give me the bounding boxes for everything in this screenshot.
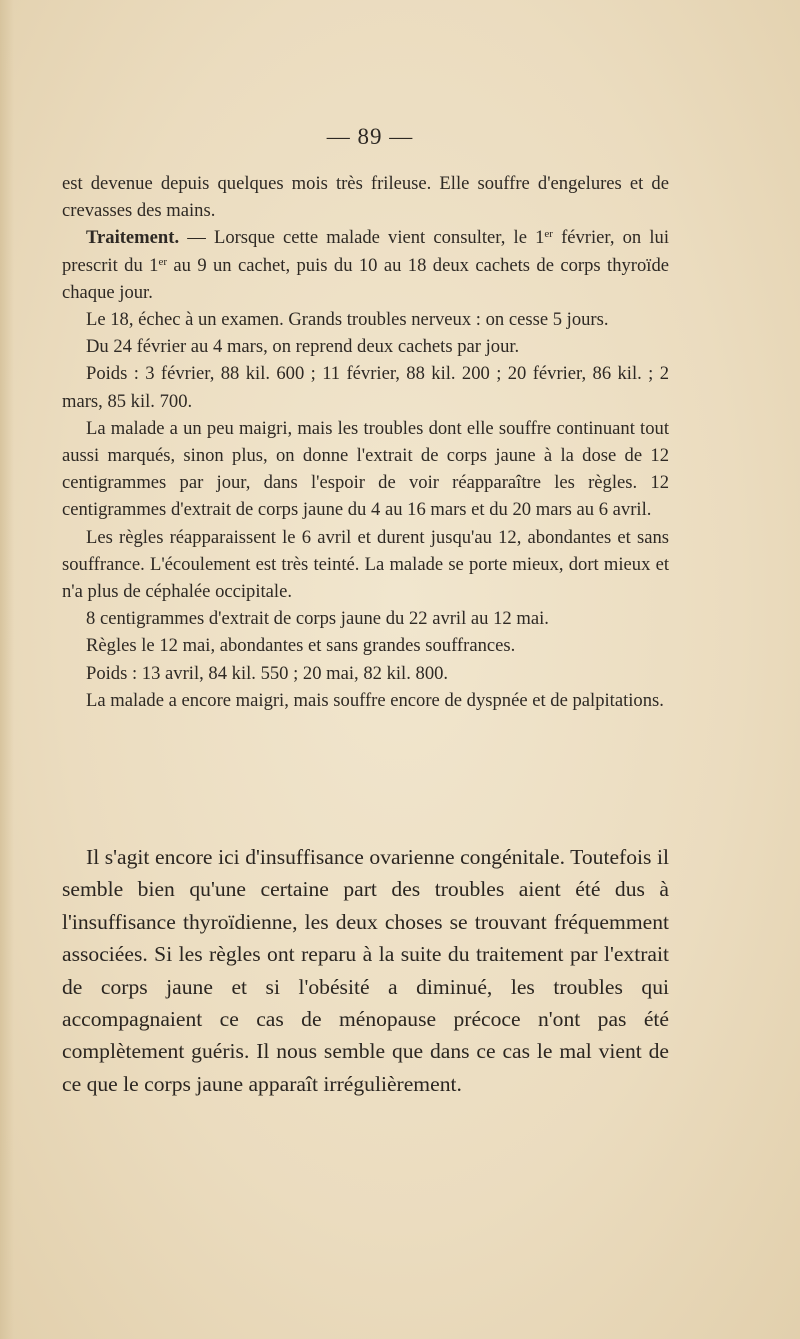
treatment-heading: Traitement. (86, 227, 180, 249)
superscript-er: er (158, 255, 167, 268)
treatment-text-end: au 9 un cachet, puis du 10 au 18 deux cachets de corps thyroïde chaque jour. (62, 254, 669, 303)
paragraph-conclusion: Il s'agit encore ici d'insuffisance ovarienne congénitale. Toutefois il semble bien qu'une certaine part des troubles aient été dus à l'insuffisance thyroïdienne, les deux choses se trouvant fréquemment associées. Si les règles ont reparu à la suite du traitement par l'extrait de corps jaune et si l'obésité a diminué, les troubles qui accompagnaient ce cas de ménopause précoce n'ont pas été complètement guéris. Il nous semble que dans ce cas le mal vient de ce que le corps jaune apparaît irrégulièrement. (62, 845, 669, 1096)
paragraph-weights-2: Poids : 13 avril, 84 kil. 550 ; 20 mai, 82 kil. 800. (86, 662, 449, 684)
paragraph-corps-jaune: La malade a un peu maigri, mais les troubles dont elle souffre continuant tout aussi marqués, sinon plus, on donne l'extrait de corps jaune à la dose de 12 centigrammes par jour, dans l'espoir de voir réapparaître les règles. 12 centigrammes d'extrait de corps jaune du 4 au 16 mars et du 20 mars au 6 avril. (62, 417, 669, 521)
paragraph-resume: Du 24 février au 4 mars, on reprend deux cachets par jour. (86, 336, 520, 358)
paragraph-exam: Le 18, échec à un examen. Grands troubles nerveux : on cesse 5 jours. (86, 309, 609, 331)
paragraph-dose: 8 centigrammes d'extrait de corps jaune du 22 avril au 12 mai. (86, 608, 549, 630)
paragraph-continuation: est devenue depuis quelques mois très frileuse. Elle souffre d'engelures et de crevasses des mains. (62, 173, 669, 222)
case-report-text (62, 170, 669, 714)
treatment-text-mid: février, on lui prescrit du 1 (62, 227, 669, 276)
paragraph-weights-1: Poids : 3 février, 88 kil. 600 ; 11 février, 88 kil. 200 ; 20 février, 86 kil. ; 2 mars, 85 kil. 700. (62, 363, 669, 412)
superscript-er: er (544, 228, 553, 241)
page-edge-shadow (0, 0, 14, 1339)
conclusion-text (62, 841, 669, 1100)
paragraph-regles-mai: Règles le 12 mai, abondantes et sans grandes souffrances. (86, 635, 516, 657)
page-number: — 89 — (326, 124, 414, 149)
treatment-text-start: — Lorsque cette malade vient consulter, le 1 (179, 227, 545, 249)
paragraph-dyspnee: La malade a encore maigri, mais souffre encore de dyspnée et de palpitations. (86, 689, 664, 711)
paragraph-regles: Les règles réapparaissent le 6 avril et durent jusqu'au 12, abondantes et sans souffrance. L'écoulement est très teinté. La malade se porte mieux, dort mieux et n'a plus de céphalée occipitale. (62, 526, 669, 603)
paragraph-treatment (62, 224, 669, 306)
